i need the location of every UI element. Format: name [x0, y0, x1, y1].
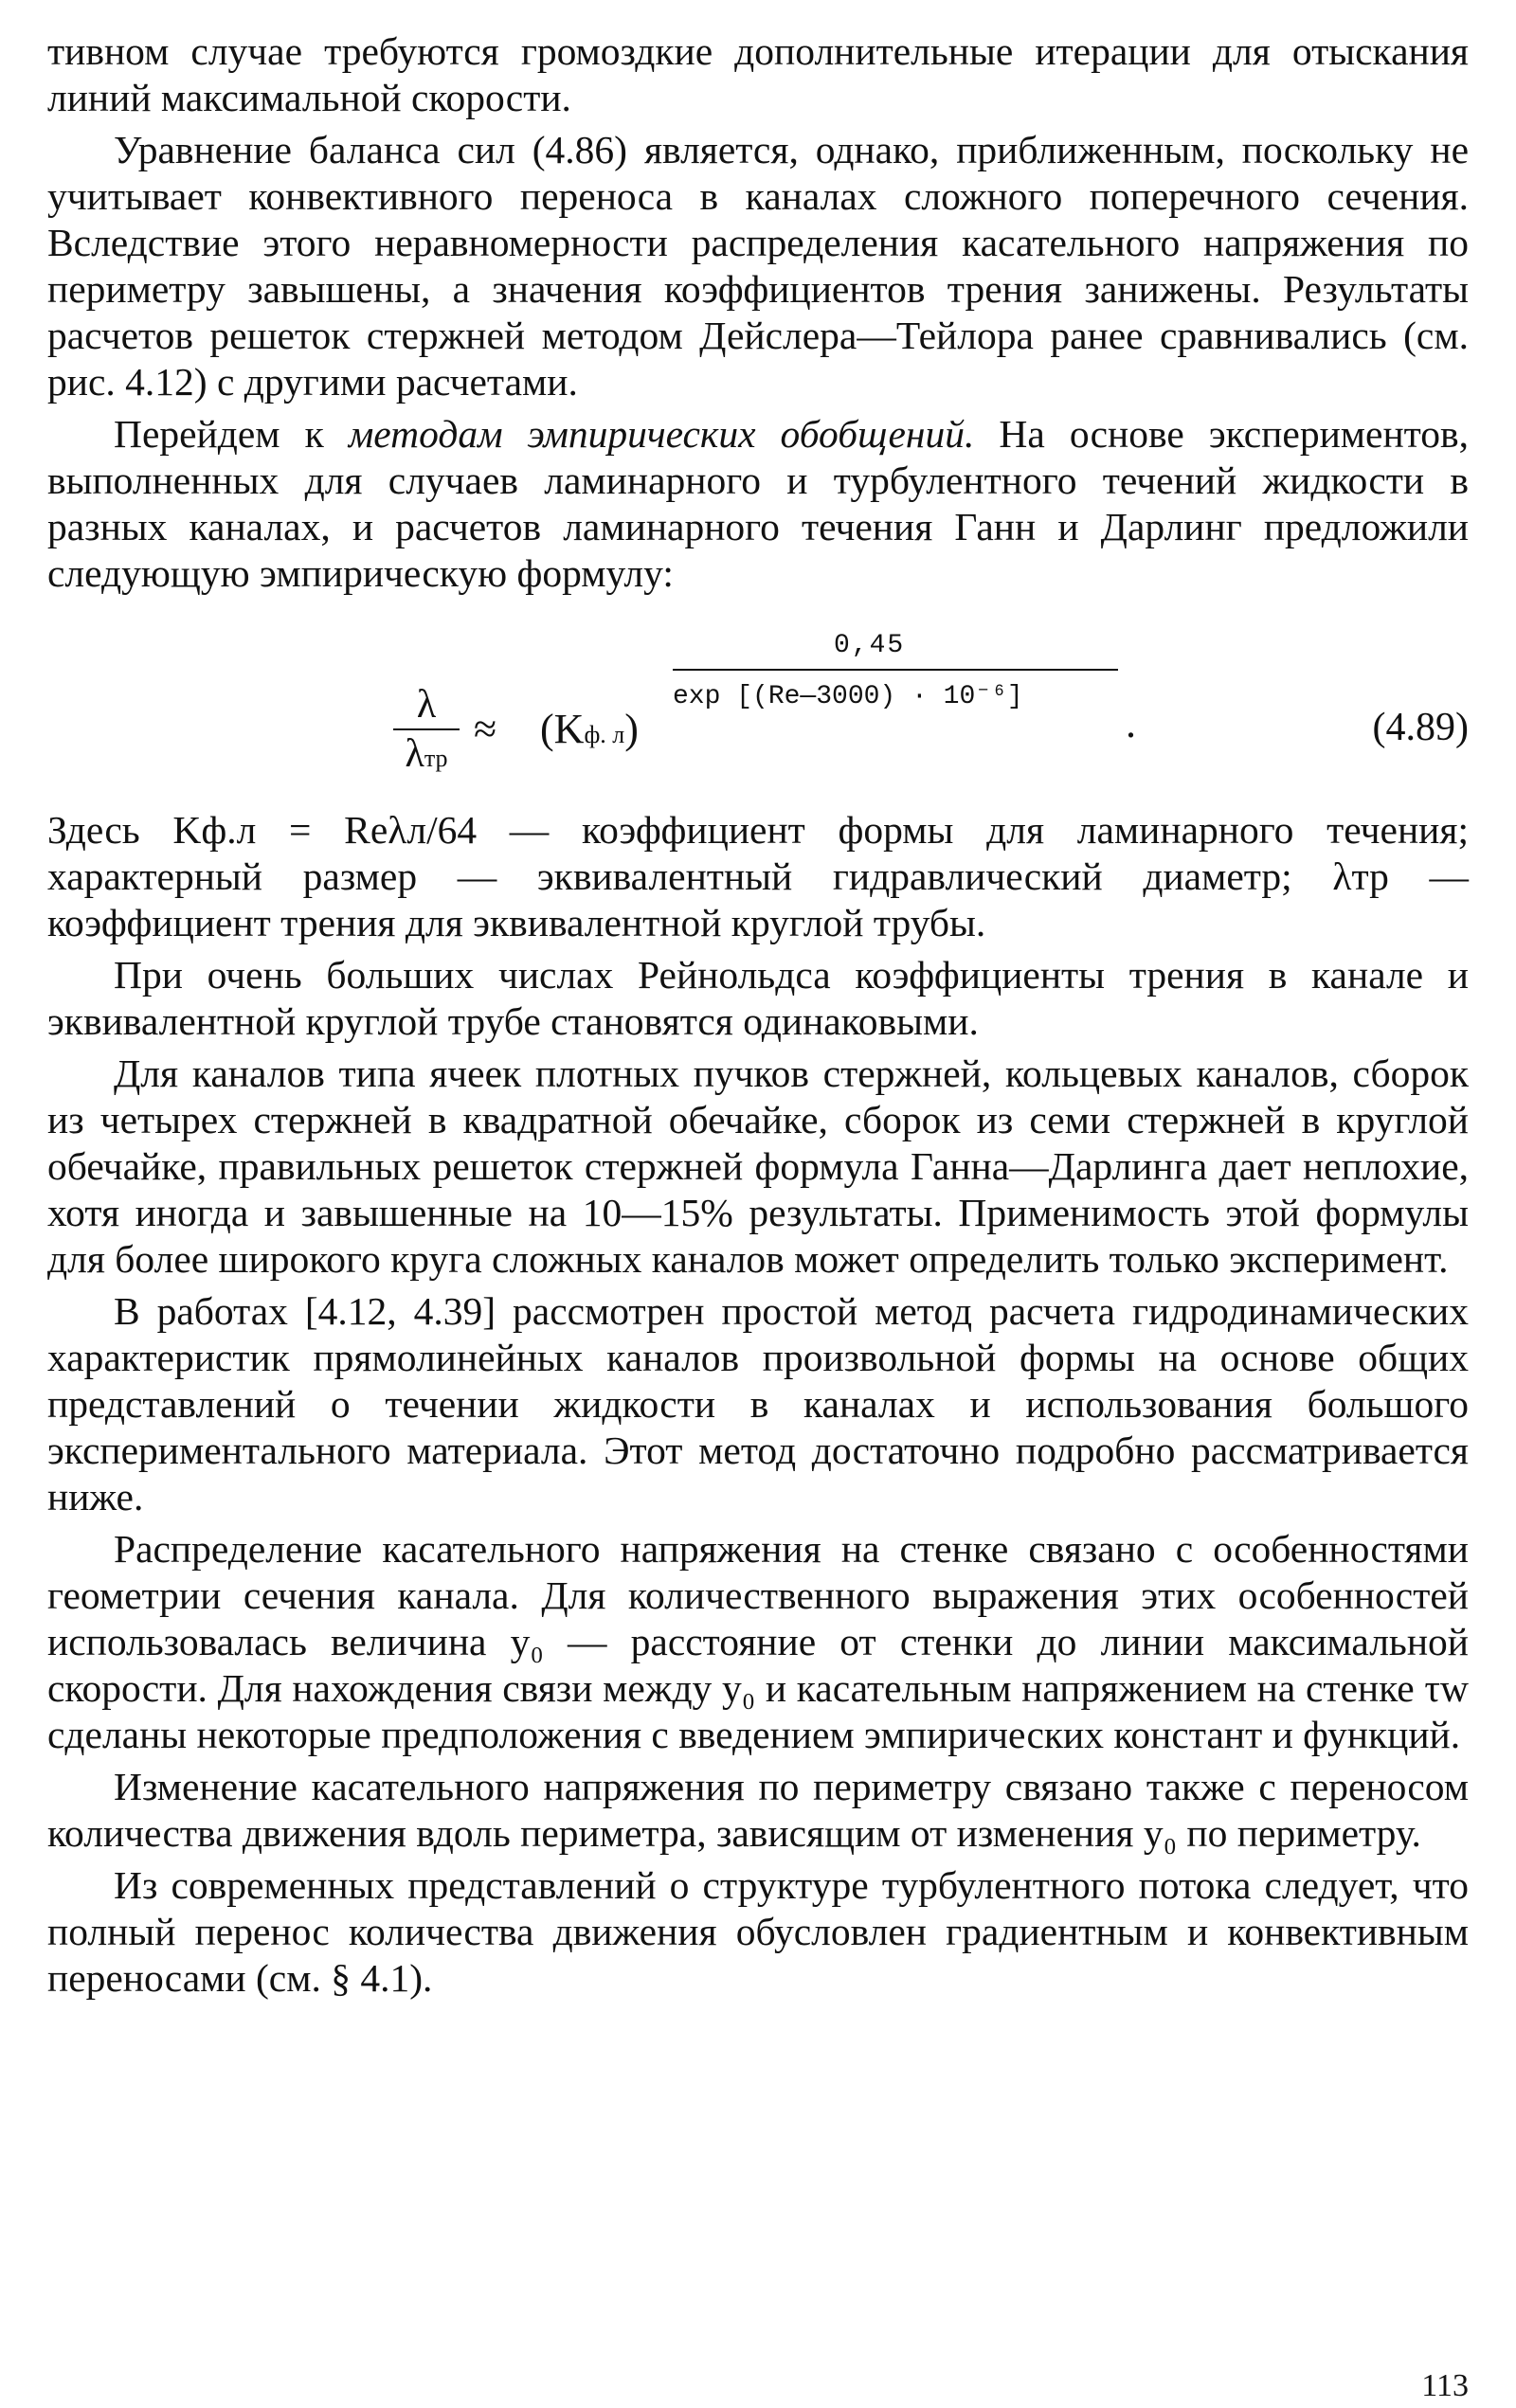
formula-approx-sign: ≈	[474, 706, 497, 752]
paragraph-3-italic: методам эмпирических обобщений.	[348, 412, 975, 456]
paragraph-2: Уравнение баланса сил (4.86) является, однако, приближенным, поскольку не учитывает конвективного переноса в каналах сложного поперечного сечения. Вследствие этого неравномерности распределения касательного напряжения по периметру завышены, а значения коэффициентов трения занижены. Результаты расчетов решеток стержней методом Дейслера—Тейлора ранее сравнивались (см. рис. 4.12) с другими расчетами.	[47, 128, 1469, 404]
formula-4-89	[47, 631, 1469, 794]
formula-fraction	[393, 683, 460, 781]
paragraph-1: тивном случае требуются громоздкие дополнительные итерации для отыскания линий максимальной скорости.	[47, 29, 1469, 119]
page-number: 113	[1421, 2368, 1469, 2403]
paragraph-10: Из современных представлений о структуре турбулентного потока следует, что полный перенос количества движения обусловлен градиентным и конвективным переносами (см. § 4.1).	[47, 1863, 1469, 2000]
formula-lambda: λ	[405, 732, 424, 776]
paragraph-3-end: На основе экспериментов, выполненных для случаев ламинарного и турбулентного течений жидкости в разных каналах, и расчетов ламинарного течения Ганн и Дарлинг предложили следующую эмпирическую формулу:	[47, 412, 1469, 595]
formula-base-k: (K	[540, 706, 585, 752]
paragraph-9: Изменение касательного напряжения по периметру связано также с переносом количества движения вдоль периметра, зависящим от изменения y₀ по периметру.	[47, 1765, 1469, 1855]
paragraph-5: При очень больших числах Рейнольдса коэффициенты трения в канале и эквивалентной круглой трубе становятся одинаковыми.	[47, 953, 1469, 1043]
paragraph-8: Распределение касательного напряжения на стенке связано с особенностями геометрии сечения канала. Для количественного выражения этих особенностей использовалась величина y₀ — расстояние от стенки до линии максимальной скорости. Для нахождения связи между y₀ и касательным напряжением на стенке τw сделаны некоторые предположения с введением эмпирических констант и функций.	[47, 1527, 1469, 1756]
formula-base-close: )	[624, 706, 639, 752]
paragraph-3-start: Перейдем к	[114, 412, 349, 456]
document-page	[47, 28, 1469, 2378]
formula-base	[540, 705, 639, 753]
formula-lambda-subscript: тр	[424, 745, 448, 772]
paragraph-4: Здесь Kф.л = Reλл/64 — коэффициент формы для ламинарного течения; характерный размер — эквивалентный гидравлический диаметр; λтр — коэффициент трения для эквивалентной круглой трубы.	[47, 808, 1469, 944]
formula-base-subscript: ф. л	[584, 721, 625, 748]
formula-fraction-denominator	[393, 732, 460, 781]
paragraph-6: Для каналов типа ячеек плотных пучков стержней, кольцевых каналов, сборок из четырех стержней в квадратной обечайке, сборок из семи стержней в круглой обечайке, правильных решеток стержней формула Ганна—Дарлинга дает неплохие, хотя иногда и завышенные на 10—15% результаты. Применимость этой формулы для более широкого круга сложных каналов может определить только эксперимент.	[47, 1051, 1469, 1281]
formula-fraction-numerator: λ	[416, 683, 437, 727]
formula-fraction-bar	[393, 728, 460, 730]
formula-dot: .	[1126, 700, 1136, 746]
formula-exponent-bar	[673, 669, 1118, 671]
formula-exponent-numerator: 0,45	[834, 631, 906, 660]
formula-exponent-denominator: exp [(Re—3000) · 10⁻⁶]	[673, 682, 1023, 711]
paragraph-3	[47, 411, 1469, 597]
formula-number: (4.89)	[1372, 706, 1469, 749]
paragraph-7: В работах [4.12, 4.39] рассмотрен простой метод расчета гидродинамических характеристик прямолинейных каналов произвольной формы на основе общих представлений о течении жидкости в каналах и использования большого экспериментального материала. Этот метод достаточно подробно рассматривается ниже.	[47, 1289, 1469, 1518]
